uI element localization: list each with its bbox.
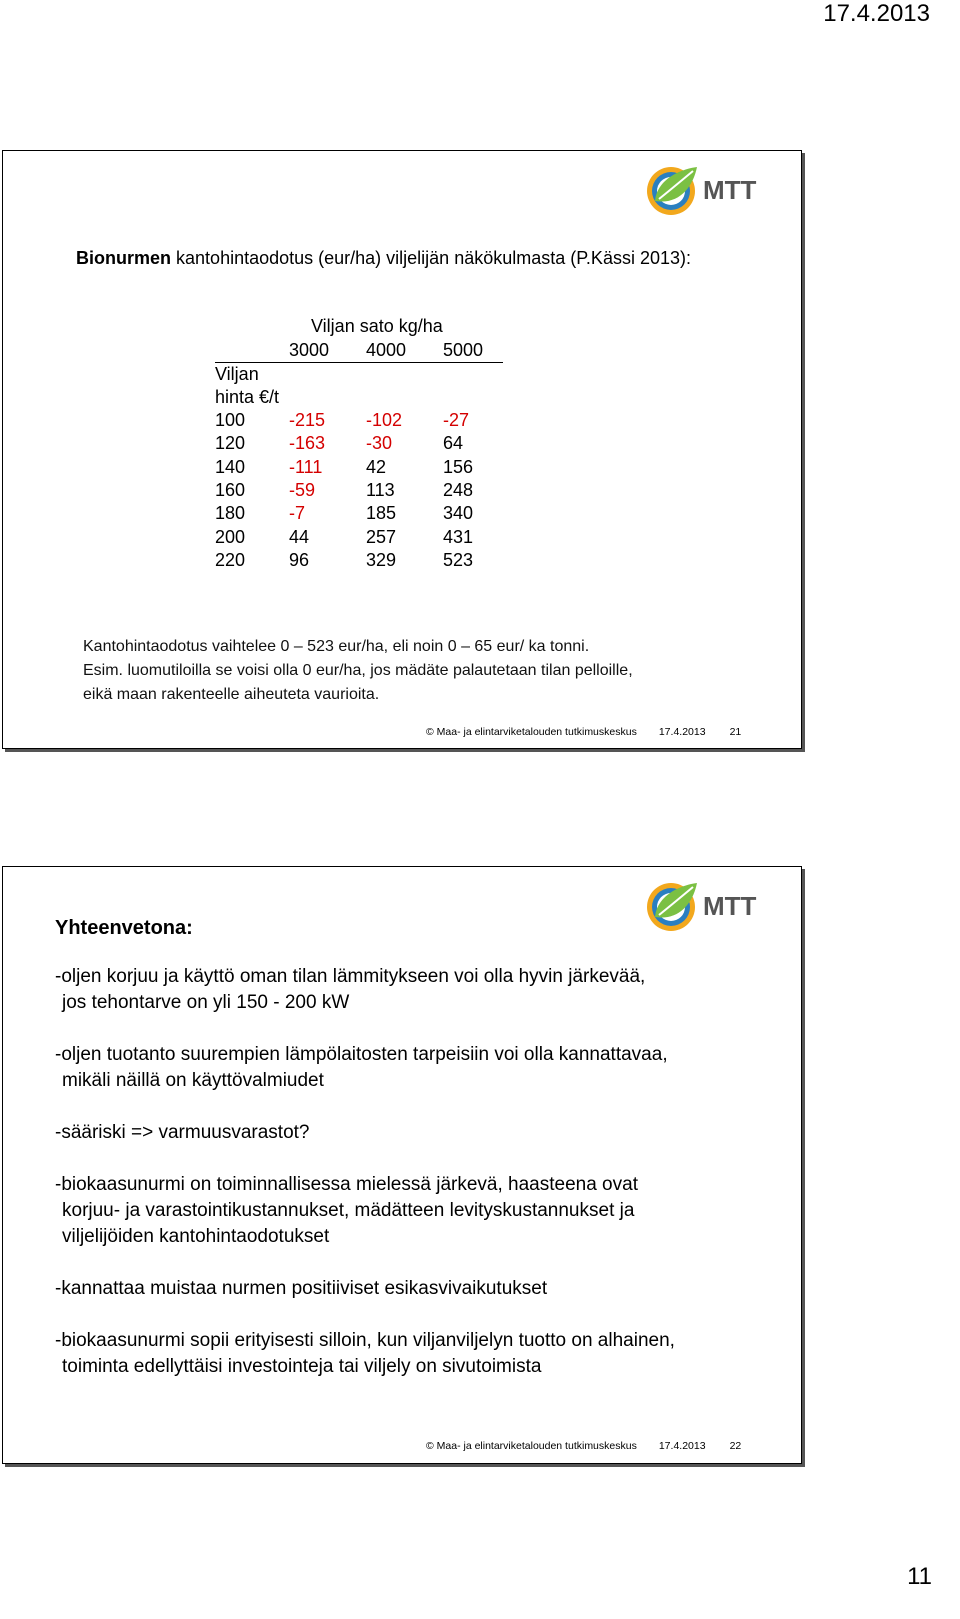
table-cell: -102 — [366, 410, 403, 430]
row-price: 200 — [215, 526, 246, 547]
table-cell: -163 — [289, 433, 326, 454]
slide-footer — [426, 1440, 741, 1452]
body-line: Esim. luomutiloilla se voisi olla 0 eur/ha, jos mädäte palautetaan tilan pelloille, — [83, 662, 633, 679]
table-cell: -111 — [289, 456, 323, 477]
footer-slide-number: 22 — [729, 1440, 742, 1452]
table-cell: 44 — [289, 526, 310, 547]
column-header: 4000 — [366, 340, 407, 360]
slide-body — [83, 635, 633, 707]
footer-org: © Maa- ja elintarviketalouden tutkimuskeskus — [426, 1440, 637, 1452]
slide-title — [76, 248, 691, 269]
table-cell: 431 — [443, 526, 474, 547]
column-header: 3000 — [289, 340, 330, 360]
list-item-line: viljelijöiden kantohintaodotukset — [62, 1226, 330, 1247]
footer-slide-number: 21 — [729, 726, 742, 738]
row-price: 180 — [215, 503, 246, 524]
table-cell: 113 — [366, 479, 395, 500]
table-header-yield: Viljan sato kg/ha — [311, 316, 443, 336]
slide-title-rest: kantohintaodotus (eur/ha) viljelijän näkökulmasta (P.Kässi 2013): — [176, 248, 691, 268]
list-item — [55, 1172, 795, 1250]
table-cell: -27 — [443, 410, 470, 430]
page-date: 17.4.2013 — [823, 0, 930, 27]
body-line: eikä maan rakenteelle aiheuteta vaurioita. — [83, 686, 380, 703]
table-cell: 257 — [366, 526, 397, 547]
table-cell: 248 — [443, 479, 474, 500]
table-column-headers — [215, 340, 503, 363]
table-cell: -215 — [289, 410, 326, 430]
table-cell: 96 — [289, 549, 310, 570]
list-item — [55, 1276, 795, 1302]
column-header: 5000 — [443, 340, 484, 360]
list-item-line: mikäli näillä on käyttövalmiudet — [62, 1070, 324, 1091]
row-price: 140 — [215, 456, 246, 477]
row-header-label-2: hinta €/t — [215, 387, 280, 407]
list-item — [55, 964, 795, 1016]
table-cell: 523 — [443, 549, 474, 570]
slide-title: Yhteenvetona: — [55, 917, 193, 939]
body-line: Kantohintaodotus vaihtelee 0 – 523 eur/ha, eli noin 0 – 65 eur/ ka tonni. — [83, 638, 590, 655]
list-item — [55, 1042, 795, 1094]
slide-title-bold: Bionurmen — [76, 248, 172, 268]
list-item — [55, 1328, 795, 1380]
table-cell: -7 — [289, 503, 306, 524]
table-cell: -30 — [366, 433, 393, 454]
table-cell: 340 — [443, 503, 474, 524]
svg-text:MTT: MTT — [703, 175, 757, 205]
page-number: 11 — [907, 1563, 932, 1590]
table-cell: 329 — [366, 549, 397, 570]
list-item — [55, 1120, 795, 1146]
list-item-line: korjuu- ja varastointikustannukset, mädätteen levityskustannukset ja — [62, 1200, 635, 1221]
svg-text:MTT: MTT — [703, 891, 757, 921]
list-item-line: -oljen tuotanto suurempien lämpölaitosten tarpeisiin voi olla kannattavaa, — [55, 1044, 668, 1065]
table-cell: -59 — [289, 479, 316, 500]
slide-footer — [426, 726, 741, 738]
row-header-label-1: Viljan — [215, 364, 259, 384]
list-item-line: toiminta edellyttäisi investointeja tai viljely on sivutoimista — [62, 1356, 542, 1377]
table-cell: 156 — [443, 456, 474, 477]
list-item-line: -biokaasunurmi sopii erityisesti silloin, kun viljanviljelyn tuotto on alhainen, — [55, 1330, 675, 1351]
row-price: 160 — [215, 479, 246, 500]
list-item-line: jos tehontarve on yli 150 - 200 kW — [62, 992, 350, 1013]
list-item-line: -oljen korjuu ja käyttö oman tilan lämmitykseen voi olla hyvin järkevää, — [55, 966, 646, 987]
footer-date: 17.4.2013 — [658, 1440, 706, 1452]
footer-date: 17.4.2013 — [658, 726, 706, 738]
mtt-logo — [641, 877, 776, 937]
list-item-line: -biokaasunurmi on toiminnallisessa mielessä järkevä, haasteena ovat — [55, 1174, 638, 1195]
footer-org: © Maa- ja elintarviketalouden tutkimuskeskus — [426, 726, 637, 738]
slide-21 — [2, 150, 802, 749]
mtt-logo — [641, 161, 776, 221]
row-price: 100 — [215, 410, 246, 430]
table-cell: 185 — [366, 503, 397, 524]
list-item-line: -sääriski => varmuusvarastot? — [55, 1122, 310, 1143]
row-price: 120 — [215, 433, 246, 454]
row-price: 220 — [215, 549, 246, 570]
summary-list — [55, 964, 795, 1406]
table-cell: 42 — [366, 456, 387, 477]
table-cell: 64 — [443, 433, 464, 454]
slide-22 — [2, 866, 802, 1464]
list-item-line: -kannattaa muistaa nurmen positiiviset esikasvivaikutukset — [55, 1278, 548, 1299]
